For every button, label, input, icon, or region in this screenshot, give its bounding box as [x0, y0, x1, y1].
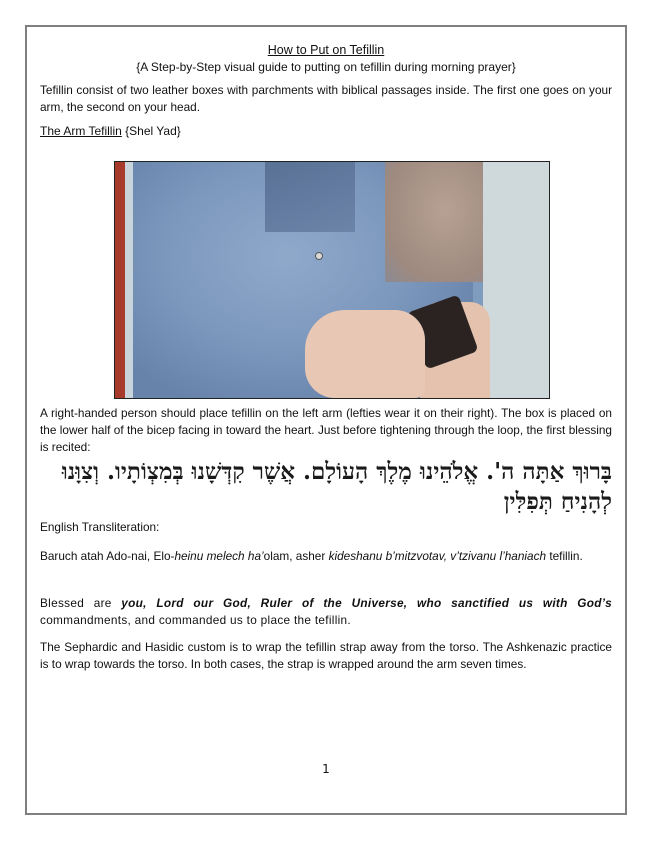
section-heading-subtitle: {Shel Yad} [121, 124, 181, 138]
placement-paragraph: A right-handed person should place tefillin on the left arm (lefties wear it on their right). The box is placed on the lower half of the bicep facing in toward the heart. Just before tightening through the loop, the first blessing is recited: [40, 406, 612, 454]
photo-shirt-button [315, 252, 323, 260]
translit-seg-italic: heinu melech ha’ [174, 549, 264, 563]
page-subtitle: {A Step-by-Step visual guide to putting on tefillin during morning prayer} [136, 60, 516, 74]
hebrew-blessing: בָּרוּךְ אַתָּה ה'. אֱלֹהֵינוּ מֶלֶךְ הָעוֹלָם. אֲשֶׁר קִדְּשָׁנוּ בְּמִצְוֹתָיו. וְצִוָּנוּ לְהָנִיחַ תְּפִלִּין [61, 458, 612, 515]
photo-window [483, 162, 549, 398]
translit-seg-italic: kideshanu b’mitzvotav, v’tzivanu l’haniach [328, 549, 547, 563]
page-title: How to Put on Tefillin [267, 43, 385, 57]
translation-seg: Blessed are [40, 596, 122, 610]
translit-seg: olam, asher [263, 549, 329, 563]
photo-hand [305, 310, 425, 398]
custom-paragraph: The Sephardic and Hasidic custom is to wrap the tefillin strap away from the torso. The Ashkenazic practice is to wrap towards the torso. In both cases, the strap is wrapped around the arm seven times. [40, 640, 612, 671]
translit-seg: Baruch atah Ado-nai, Elo- [40, 549, 175, 563]
photo-wall [385, 162, 485, 282]
translation-paragraph [40, 595, 612, 629]
transliteration-label: English Transliteration: [40, 520, 160, 534]
intro-paragraph: Tefillin consist of two leather boxes with parchments with biblical passages inside. The first one goes on your arm, the second on your head. [40, 83, 612, 114]
transliteration-paragraph [40, 548, 612, 565]
section-heading [40, 124, 181, 138]
photo-collar [265, 162, 355, 232]
translation-seg-emphasis: you, Lord our God, Ruler of the Universe, who sanctified us with God’s [121, 596, 612, 610]
section-heading-title: The Arm Tefillin [40, 124, 122, 138]
translation-seg: commandments, and commanded us to place the tefillin. [40, 613, 351, 627]
tefillin-arm-photo [114, 161, 550, 399]
page-number: 1 [322, 762, 330, 776]
document-page [25, 25, 627, 815]
translit-seg: tefillin. [546, 549, 583, 563]
